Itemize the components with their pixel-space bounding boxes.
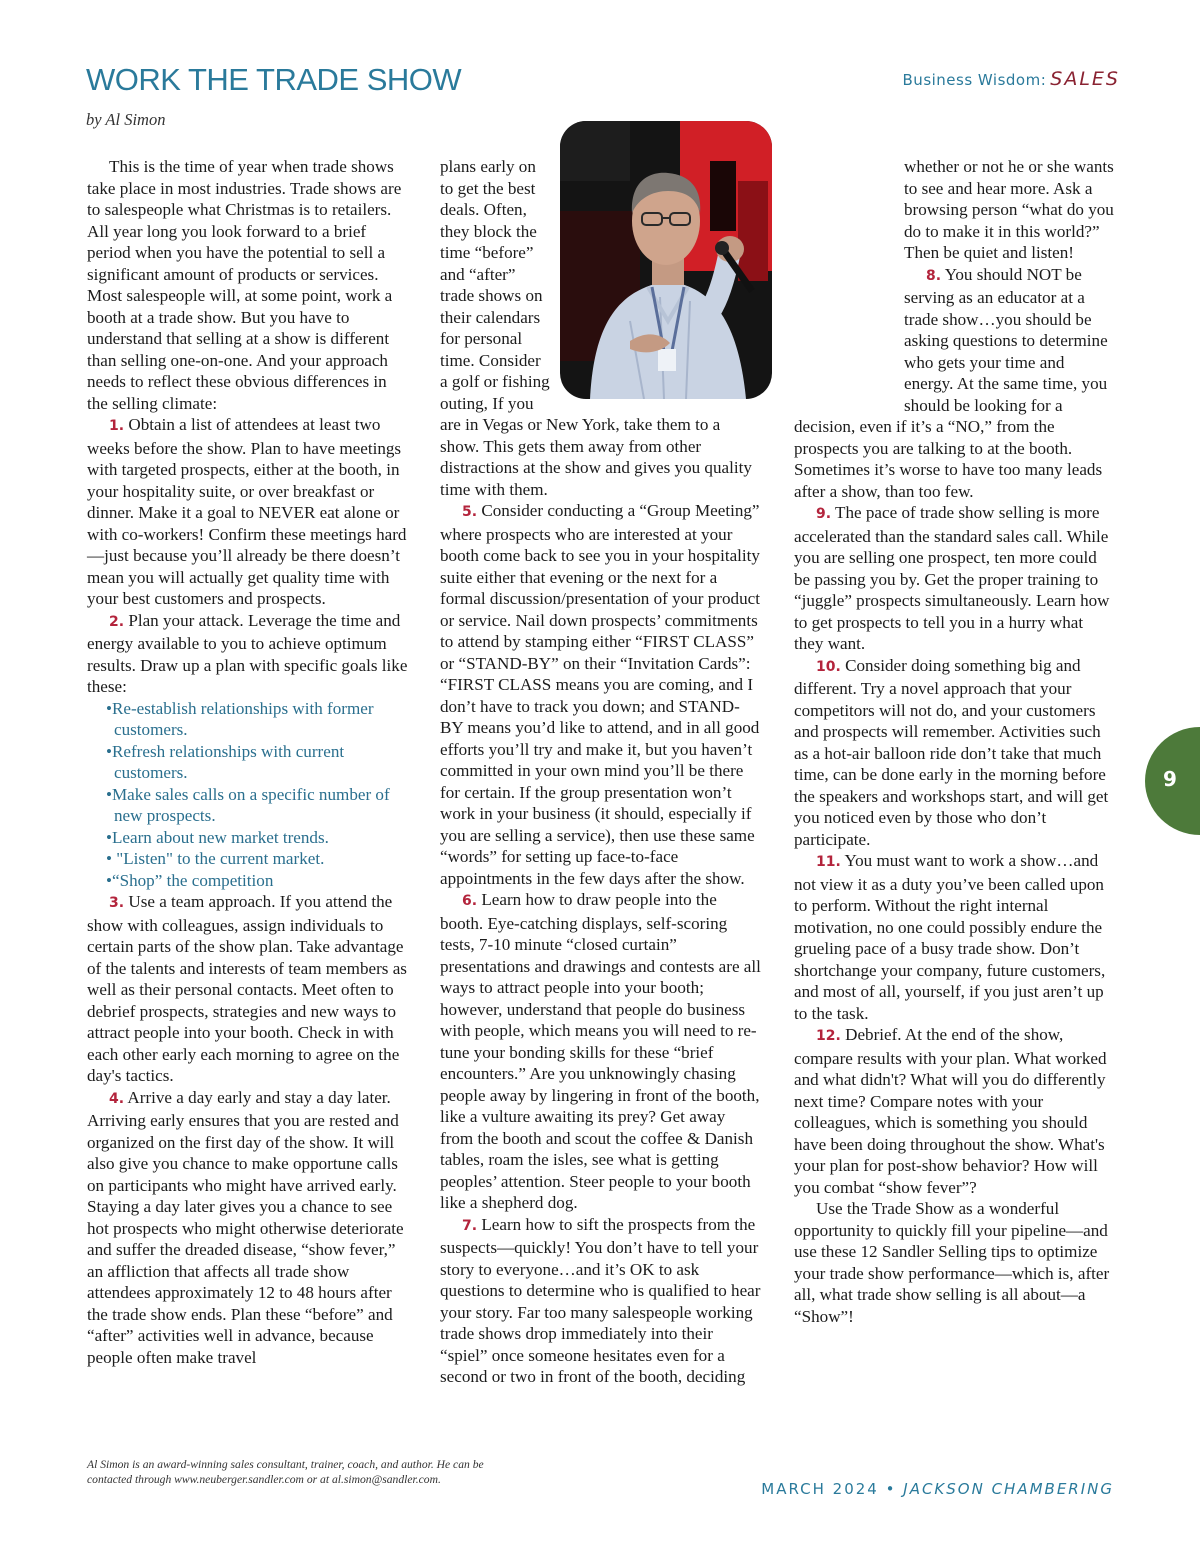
- goal-bullet: •Refresh relationships with current customers.: [106, 741, 345, 782]
- tip-12: [794, 1024, 1114, 1198]
- byline: by Al Simon: [86, 110, 166, 129]
- tip-5: [440, 500, 762, 889]
- tip-number: 12.: [816, 1028, 841, 1044]
- tip-6: [440, 889, 762, 1214]
- tip-11: [794, 850, 1114, 1024]
- tip-text: You must want to work a show…and not view it as a duty you’ve been called upon to perform. Without the right internal motivation, no one could possibly endure the grueling pace of a busy trade show. Don’t shortchange your company, future customers, and most of all, yourself, if you just aren’t up to the task.: [794, 851, 1106, 1023]
- page-number: 9: [1163, 767, 1177, 791]
- tip-text: Learn how to sift the prospects from the suspects—quickly! You don’t have to tell your story to everyone…and it’s OK to ask questions to determine who is qualified to hear your story. Far too many salespeople working trade shows drop immediately into their “spiel” once someone hesitates even for a second or two in front of the booth, deciding: [440, 1214, 761, 1386]
- column-2: [440, 156, 762, 1388]
- tip-number: 1.: [109, 418, 125, 434]
- tip-number: 5.: [462, 504, 478, 520]
- tip-number: 4.: [109, 1090, 125, 1107]
- tip-text: Debrief. At the end of the show, compare results with your plan. What worked and what didn't? What will you do differently next time? Compare notes with your colleagues, which is something you should have been doing throughout the show. What's your plan for post-show behavior? How will you combat “show fever”?: [794, 1025, 1107, 1197]
- tip-text: The pace of trade show selling is more accelerated than the standard sales call. While you are selling one prospect, ten more could be passing you by. Get the proper training to “juggle” prospects simultaneously. Learn how to get prospects to tell you in a hurry what they want.: [794, 503, 1110, 653]
- column-3: [794, 156, 1114, 1327]
- tip-text: Obtain a list of attendees at least two weeks before the show. Plan to have meetings with targeted prospects, either at the booth, in your hospitality suite, or over breakfast or dinner. Make it a goal to NEVER eat alone or with co-workers! Confirm these meetings hard—just because you’ll already be there doesn’t mean you will actually get quality time with your best customers and prospects.: [87, 415, 407, 608]
- tip-number: 10.: [816, 658, 841, 675]
- section-topic: SALES: [1050, 68, 1120, 90]
- tip-number: 2.: [109, 613, 125, 630]
- tip-number: 9.: [816, 506, 832, 522]
- tip-text: Consider doing something big and different. Try a novel approach that your competitors will not do, and your customers and prospects will remember. Activities such as a hot-air balloon ride don’t take that much time, can be done early in the morning before the speakers and workshops start, and will get you noticed even by those who don’t participate.: [794, 655, 1109, 849]
- tip-3: [87, 891, 410, 1087]
- goal-bullet: •Learn about new market trends.: [106, 827, 329, 847]
- goal-bullet: •“Shop” the competition: [106, 870, 274, 890]
- tip-text: Use a team approach. If you attend the show with colleagues, assign individuals to certain parts of the show plan. Take advantage of the talents and interests of team members as well as their personal contacts. Meet often to debrief prospects, strategies and new ways to attract people into your booth. Check in with each other early each morning to agree on the day's tactics.: [87, 892, 407, 1085]
- goal-bullet: •Re-establish relationships with former customers.: [106, 698, 374, 739]
- section-label: Business Wisdom:: [902, 71, 1047, 89]
- continued-paragraph: plans early on to get the best deals. Often, they block the time “before” and “after” trade shows on their calendars for personal time. Consider a golf or fishing outing, If you are in Vegas or New York, take them to a show. This gets them away from other distractions at the show and gives you quality time with them.: [440, 157, 752, 499]
- tip-1: [87, 414, 410, 610]
- tip-number: 6.: [462, 893, 478, 909]
- tip-text: You should NOT be serving as an educator at a trade show…you should be asking questions to determine who gets your time and energy. At the same time, you should be looking for a decision, even if it’s a “NO,” from the prospects you are talking to at the booth. Sometimes it’s worse to have too many leads after a show, than too few.: [794, 264, 1108, 501]
- publication-name: JACKSON CHAMBERING: [903, 1480, 1114, 1498]
- closing-paragraph: Use the Trade Show as a wonderful opportunity to quickly fill your pipeline—and use these 12 Sandler Selling tips to optimize your trade show performance—which is, after all, what trade show selling is all about—a “Show”!: [794, 1199, 1110, 1326]
- tip-9: [794, 502, 1114, 655]
- tip-number: 3.: [109, 895, 125, 911]
- speaker-illustration: [560, 121, 772, 399]
- tip-number: 8.: [926, 267, 942, 284]
- goal-bullet: • "Listen" to the current market.: [106, 849, 325, 868]
- page-number-tab: [1145, 727, 1200, 835]
- tip-number: 7.: [462, 1217, 478, 1234]
- column-1: [87, 156, 410, 1368]
- section-header: [903, 68, 1120, 90]
- continued-paragraph: whether or not he or she wants to see and hear more. Ask a browsing person “what do you do to make it in this world?” Then be quiet and listen!: [904, 157, 1114, 262]
- tip-4: [87, 1087, 410, 1369]
- tip-10: [794, 655, 1114, 851]
- tip-text: Learn how to draw people into the booth. Eye-catching displays, self-scoring tests, 7-10 minute “closed curtain” presentations and drawings and contests are all ways to attract people into your booth; however, understand that people do business with people, which means you will need to re-tune your bonding skills for these “brief encounters.” Are you unknowingly chasing people away by lingering in front of the booth, like a vulture awaiting its prey? Get away from the booth and scout the coffee & Danish tables, roam the isles, see what is getting peoples’ attention. Steer people to your booth like a shepherd dog.: [440, 890, 761, 1212]
- tip-text: Consider conducting a “Group Meeting” where prospects who are interested at your booth come back to see you in your hospitality suite either that evening or the next for a formal discussion/presentation of your product or service. Nail down prospects’ commitments to attend by stamping either “FIRST CLASS” or “STAND-BY” on their “Invitation Cards”: “FIRST CLASS means you are coming, and I don’t have to track you down; and STAND-BY means you’d like to attend, and in all good efforts you’ll try and make it, but you haven’t committed in your own mind you’ll be there for certain. If the group presentation won’t work in your business (it should, especially if you are selling a service), then use these same “words” for setting up face-to-face appointments in the few days after the show.: [440, 501, 760, 888]
- tip-2: [87, 610, 410, 698]
- author-bio: Al Simon is an award-winning sales consultant, trainer, coach, and author. He can be contacted through www.neuberger.sandler.com or at al.simon@sandler.com.: [87, 1458, 484, 1486]
- goal-bullet: •Make sales calls on a specific number of new prospects.: [106, 784, 390, 825]
- intro-paragraph: This is the time of year when trade shows take place in most industries. Trade shows are to salespeople what Christmas is to retailers. All year long you look forward to a brief period when you have the potential to sell a significant amount of products or services. Most salespeople will, at some point, work a booth at a trade show. But you have to understand that selling at a show is different than selling one-on-one. And your approach needs to reflect these obvious differences in the selling climate:: [87, 157, 402, 413]
- article-title: WORK THE TRADE SHOW: [86, 62, 462, 97]
- tip-7: [440, 1214, 762, 1388]
- speaker-photo: [560, 121, 772, 399]
- tip-text: Plan your attack. Leverage the time and energy available to you to achieve optimum results. Draw up a plan with specific goals like these:: [87, 610, 408, 696]
- issue-footer: [761, 1480, 1114, 1498]
- photo-wrap-spacer: [794, 156, 904, 408]
- tip-number: 11.: [816, 854, 841, 870]
- issue-date: MARCH 2024 •: [761, 1480, 897, 1498]
- tip-text: Arrive a day early and stay a day later. Arriving early ensures that you are rested and organized on the first day of the show. It will also give you chance to make opportune calls on participants who might have arrived early. Staying a day later gives you a chance to see hot prospects who might otherwise deteriorate and suffer the dreaded disease, “show fever,” an affliction that affects all trade show attendees approximately 12 to 48 hours after the trade show ends. Plan these “before” and “after” activities well in advance, because people often make travel: [87, 1087, 404, 1367]
